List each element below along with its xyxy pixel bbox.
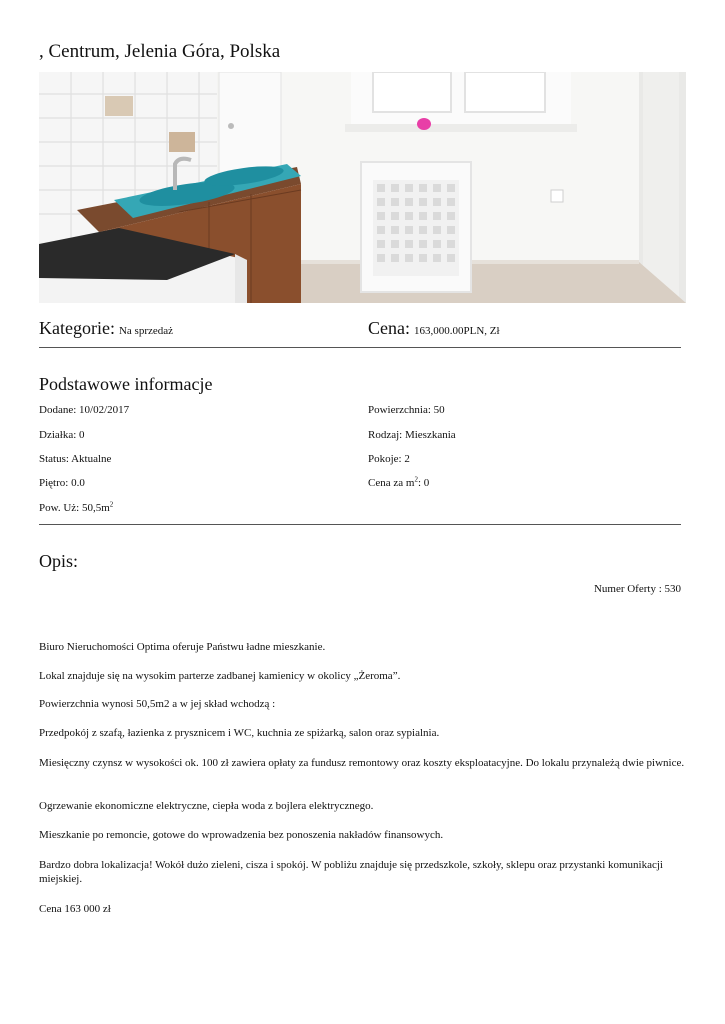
page-title: , Centrum, Jelenia Góra, Polska bbox=[39, 41, 281, 62]
description-paragraph: Cena 163 000 zł bbox=[39, 903, 111, 915]
description-heading: Opis: bbox=[39, 551, 79, 571]
description-paragraph: Bardzo dobra lokalizacja! Wokół dużo zieleni, cisza i spokój. W pobliżu znajduje się przedszkole, szkoły, sklepu oraz przystanki komunikacji miejskiej. bbox=[39, 859, 663, 885]
price-value: 163,000.00PLN, Zł bbox=[414, 325, 500, 337]
info-usable-area: Pow. Uż: $50,5m^2$ bbox=[39, 500, 114, 514]
description-paragraph: Ogrzewanie ekonomiczne elektryczne, ciepła woda z bojlera elektrycznego. bbox=[39, 800, 374, 812]
info-added-date: Dodane: 10/02/2017 bbox=[39, 404, 130, 416]
info-price-per-m2: Cena za $m^2$: 0 bbox=[368, 475, 430, 489]
info-floor: Piętro: 0.0 bbox=[39, 477, 85, 489]
listing-photo bbox=[39, 72, 686, 303]
divider bbox=[39, 524, 681, 525]
kitchen-photo-illustration bbox=[39, 72, 686, 303]
description-paragraph: Biuro Nieruchomości Optima oferuje Państwu ładne mieszkanie. bbox=[39, 641, 326, 653]
description-paragraph: Powierzchnia wynosi 50,5m2 a w jej skład wchodzą : bbox=[39, 698, 276, 710]
description-paragraph: Mieszkanie po remoncie, gotowe do wprowadzenia bez ponoszenia nakładów finansowych. bbox=[39, 829, 444, 841]
price-field bbox=[368, 316, 500, 343]
info-plot: Działka: 0 bbox=[39, 429, 85, 441]
description-paragraph: Miesięczny czynsz w wysokości ok. 100 zł zawiera opłaty za fundusz remontowy oraz koszty eksploatacyjne. Do lokalu przynależą dwie piwnice. bbox=[39, 757, 685, 769]
offer-number: Numer Oferty : 530 bbox=[593, 583, 681, 595]
info-rooms: Pokoje: 2 bbox=[368, 453, 410, 465]
divider bbox=[39, 347, 681, 348]
category-field bbox=[39, 316, 173, 343]
price-label: Cena: bbox=[368, 318, 410, 338]
category-label: Kategorie: bbox=[39, 318, 115, 338]
category-value: Na sprzedaż bbox=[118, 325, 174, 337]
description-paragraph: Przedpokój z szafą, łazienka z prysznicem i WC, kuchnia ze spiżarką, salon oraz sypialnia. bbox=[39, 727, 440, 739]
info-status: Status: Aktualne bbox=[39, 453, 112, 465]
info-type: Rodzaj: Mieszkania bbox=[368, 429, 456, 441]
basic-info-heading: Podstawowe informacje bbox=[39, 374, 213, 394]
description-paragraph: Lokal znajduje się na wysokim parterze zadbanej kamienicy w okolicy „Żeroma”. bbox=[39, 670, 401, 682]
info-area: Powierzchnia: 50 bbox=[368, 404, 445, 416]
